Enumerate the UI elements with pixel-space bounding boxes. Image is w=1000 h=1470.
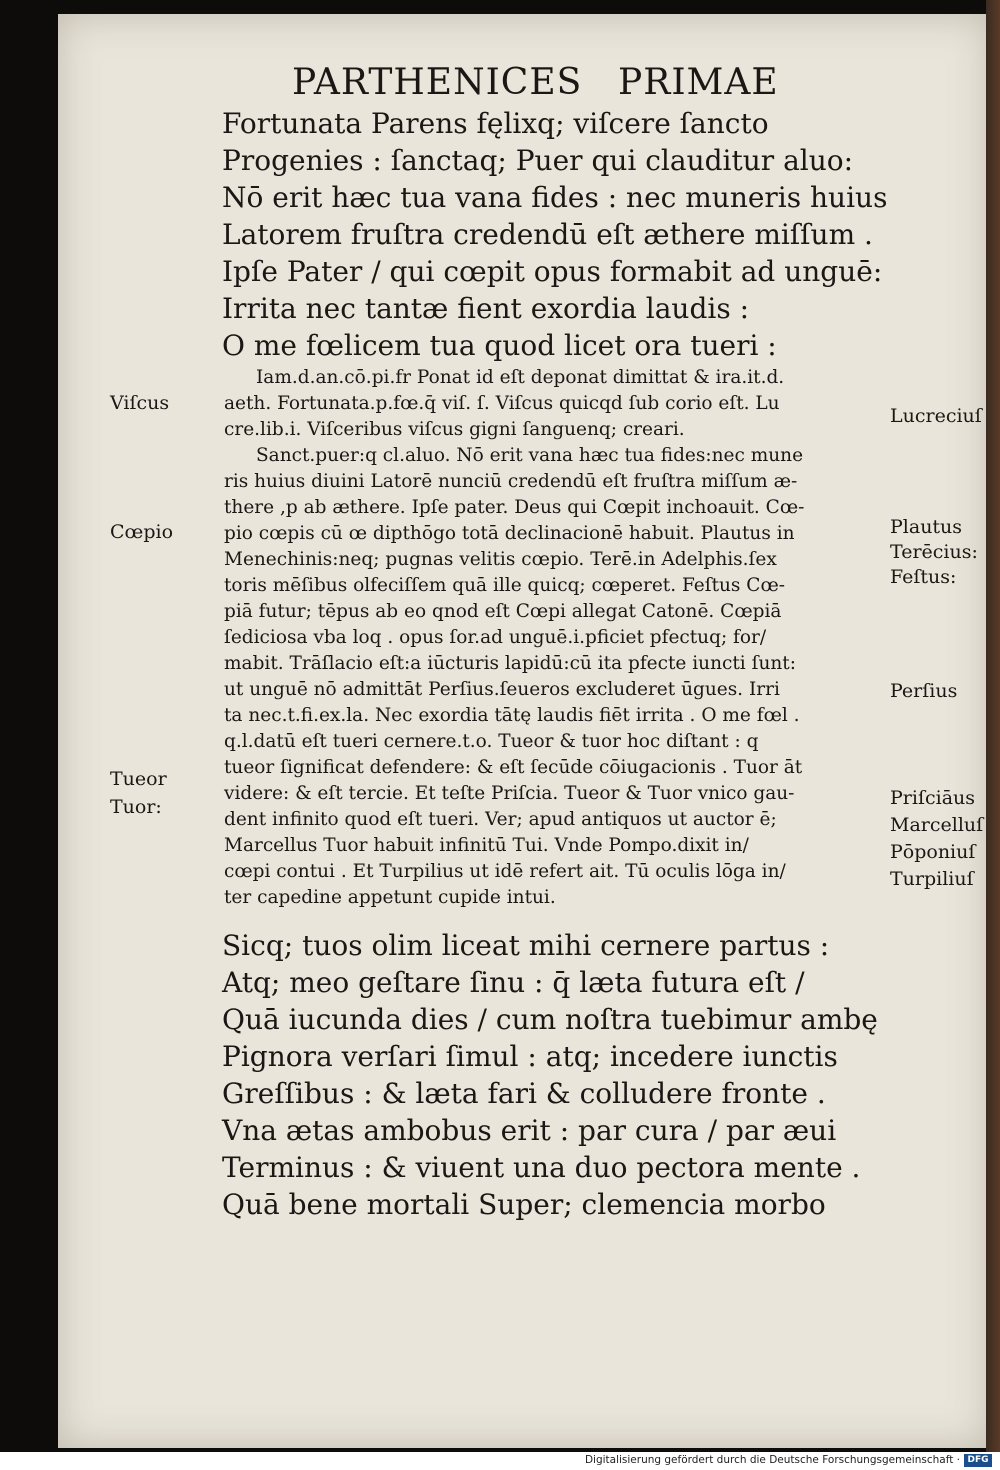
verse-line: Nō erit hæc tua vana fides : nec muneris huius xyxy=(222,181,888,214)
digitization-footer xyxy=(0,1452,1000,1470)
verse-line: Ipſe Pater / qui cœpit opus formabit ad unguē: xyxy=(222,255,883,288)
commentary-line: piā futur; tēpus ab eo qnod eſt Cœpi allegat Catonē. Cœpiā xyxy=(224,601,782,622)
commentary-line: ter capedine appetunt cupide intui. xyxy=(224,887,556,908)
verse-line: Atq; meo geſtare ſinu : q̄ læta futura eſt / xyxy=(222,966,805,999)
page-edge xyxy=(986,0,1000,1452)
verse-line: Fortunata Parens fęlixq; viſcere ſancto xyxy=(222,107,769,140)
commentary-line: mabit. Trāſlacio eſt:a iūcturis lapidū:cū ita pfecte iuncti ſunt: xyxy=(224,653,796,674)
commentary-line: ſediciosa vba loq . opus ſor.ad unguē.i.pficiet pfectuq; for/ xyxy=(224,627,767,648)
commentary-line: dent infinito quod eſt tueri. Ver; apud antiquos ut auctor ē; xyxy=(224,809,777,830)
commentary-line: cœpi contui . Et Turpilius ut idē refert ait. Tū oculis lōga in/ xyxy=(224,861,786,882)
margin-gloss-left: Cœpio xyxy=(110,521,174,543)
margin-gloss-right: Feſtus: xyxy=(890,566,957,588)
commentary-line: pio cœpis cū œ dipthōgo totā declinacionē habuit. Plautus in xyxy=(224,523,795,544)
verse-line: Quā bene mortali Super; clemencia morbo xyxy=(222,1188,826,1221)
commentary-line: ris huius diuini Latorē nunciū credendū eſt fruſtra miſſum æ- xyxy=(224,471,798,492)
margin-gloss-right: Lucreciuſ xyxy=(890,405,982,427)
running-head-word-2: PRIMAE xyxy=(618,62,779,103)
verse-line: Latorem fruſtra credendū eſt æthere miſſum . xyxy=(222,218,873,251)
commentary-line: aeth. Fortunata.p.fœ.q̄ viſ. ſ. Viſcus quicqd ſub corio eſt. Lu xyxy=(224,393,780,414)
margin-gloss-right: Pōponiuſ xyxy=(890,841,976,863)
margin-gloss-right: Priſciāus xyxy=(890,787,976,809)
verse-line: Pignora verſari ſimul : atq; incedere iunctis xyxy=(222,1040,838,1073)
footer-credit: Digitalisierung gefördert durch die Deutsche Forschungsgemeinschaft · xyxy=(584,1454,960,1466)
margin-gloss-right: Turpiliuſ xyxy=(890,868,974,890)
commentary-line: ta nec.t.fi.ex.la. Nec exordia tātę laudis fiēt irrita . O me fœl . xyxy=(224,705,800,726)
commentary-line: Menechinis:neq; pugnas velitis cœpio. Terē.in Adelphis.ſex xyxy=(224,549,777,570)
verse-line: Quā iucunda dies / cum noſtra tuebimur ambę xyxy=(222,1003,878,1036)
verse-line: Vna ætas ambobus erit : par cura / par æui xyxy=(222,1114,837,1147)
commentary-line: videre: & eſt tercie. Et teſte Priſcia. Tueor & Tuor vnico gau- xyxy=(224,783,795,804)
commentary-line: ut unguē nō admittāt Perſius.ſeueros excluderet ūgues. Irri xyxy=(224,679,780,700)
commentary-line: Iam.d.an.cō.pi.fr Ponat id eſt deponat dimittat & ira.it.d. xyxy=(256,367,785,388)
verse-line: Terminus : & viuent una duo pectora mente . xyxy=(222,1151,861,1184)
verse-line: Greſſibus : & læta fari & colludere fronte . xyxy=(222,1077,826,1110)
commentary-line: Sanct.puer:q cl.aluo. Nō erit vana hæc tua fides:nec mune xyxy=(256,445,804,466)
verse-line: Progenies : ſanctaq; Puer qui clauditur aluo: xyxy=(222,144,854,177)
margin-gloss-left: Tueor xyxy=(110,768,167,790)
commentary-line: cre.lib.i. Viſceribus viſcus gigni ſanguenq; creari. xyxy=(224,419,685,440)
commentary-line: toris mēſibus olfeciſſem quā ille quicq; cœperet. Feſtus Cœ- xyxy=(224,575,785,596)
margin-gloss-left: Tuor: xyxy=(110,796,162,818)
running-head-word-1: PARTHENICES xyxy=(292,62,583,103)
commentary-line: Marcellus Tuor habuit infinitū Tui. Vnde Pompo.dixit in/ xyxy=(224,835,749,856)
margin-gloss-left: Viſcus xyxy=(110,392,170,414)
verse-line: Sicq; tuos olim liceat mihi cernere partus : xyxy=(222,929,830,962)
verse-line: Irrita nec tantæ fient exordia laudis : xyxy=(222,292,750,325)
margin-gloss-right: Terēcius: xyxy=(890,541,978,563)
commentary-line: there ,p ab æthere. Ipſe pater. Deus qui Cœpit inchoauit. Cœ- xyxy=(224,497,805,518)
running-head xyxy=(292,62,812,108)
verse-line: O me fœlicem tua quod licet ora tueri : xyxy=(222,329,777,362)
commentary-line: q.l.datū eſt tueri cernere.t.o. Tueor & tuor hoc diſtant : q xyxy=(224,731,759,752)
commentary-line: tueor ſignificat defendere: & eſt ſecūde cōiugacionis . Tuor āt xyxy=(224,757,803,778)
margin-gloss-right: Plautus xyxy=(890,516,963,538)
margin-gloss-right: Marcelluſ xyxy=(890,814,984,836)
dfg-logo: DFG xyxy=(964,1454,992,1467)
margin-gloss-right: Perſius xyxy=(890,680,958,702)
